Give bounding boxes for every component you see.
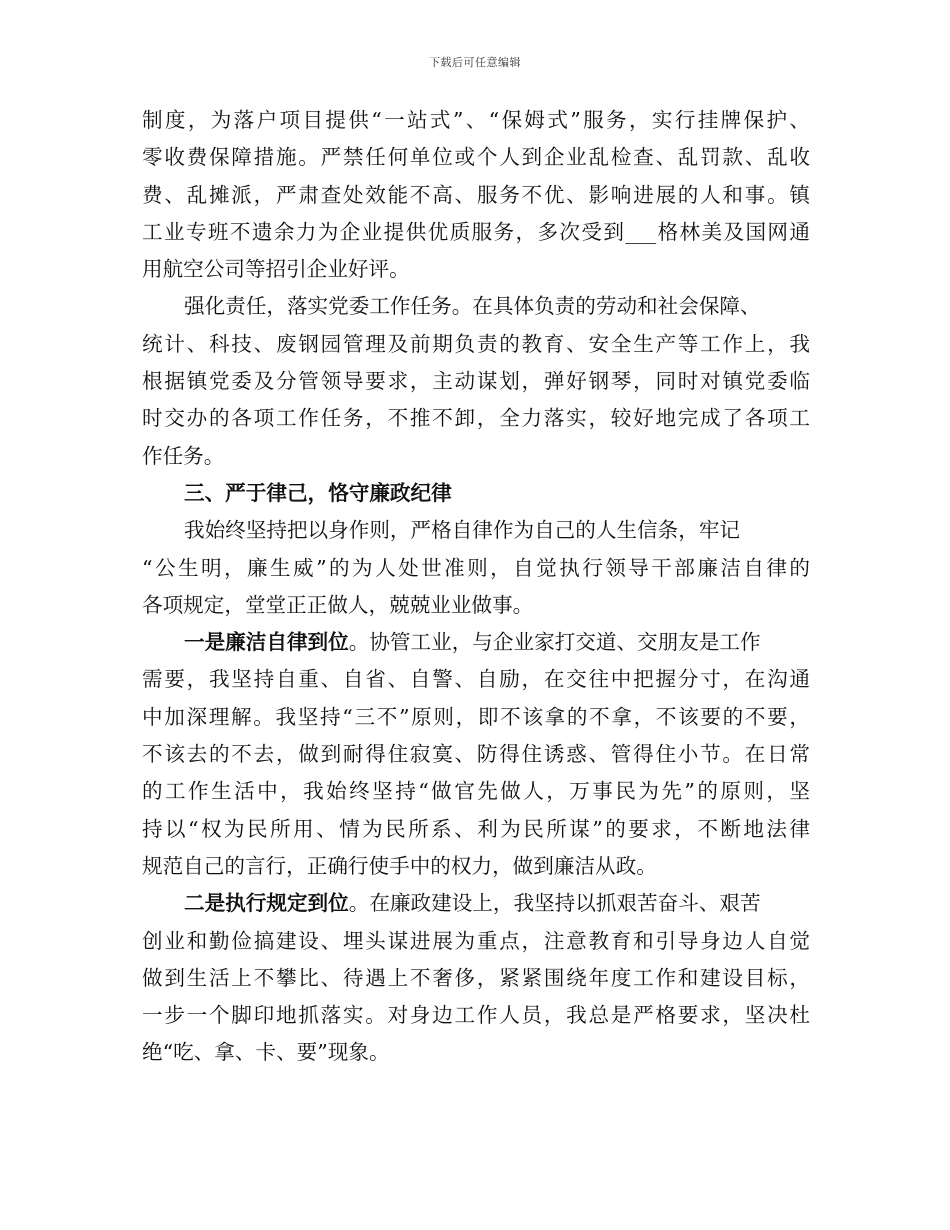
paragraph-5 bbox=[142, 885, 810, 1071]
text-line: 零收费保障措施。严禁任何单位或个人到企业乱检查、乱罚款、乱收 bbox=[142, 145, 810, 170]
paragraph-lead: 二是执行规定到位 bbox=[184, 891, 349, 916]
paragraph-lead: 一是廉洁自律到位 bbox=[184, 630, 349, 655]
text-line: 时交办的各项工作任务，不推不卸，全力落实，较好地完成了各项工 bbox=[142, 406, 810, 431]
text-line: 做到生活上不攀比、待遇上不奢侈，紧紧围绕年度工作和建设目标， bbox=[142, 965, 810, 990]
text-line: 工业专班不遗余力为企业提供优质服务，多次受到___格林美及国网通 bbox=[142, 219, 810, 244]
text-line: 各项规定，堂堂正正做人，兢兢业业做事。 bbox=[142, 592, 534, 617]
text-line: 强化责任，落实党委工作任务。在具体负责的劳动和社会保障、 bbox=[184, 294, 761, 319]
text-line: 作任务。 bbox=[142, 443, 225, 468]
text-line bbox=[142, 885, 810, 922]
text-line: 我始终坚持把以身作则，严格自律作为自己的人生信条，牢记 bbox=[184, 518, 741, 543]
section-heading: 三、严于律己，恪守廉政纪律 bbox=[184, 480, 452, 505]
text-line: 创业和勤俭搞建设、埋头谋进展为重点，注意教育和引导身边人自觉 bbox=[142, 928, 810, 953]
text-line: 规范自己的言行，正确行使手中的权力，做到廉洁从政。 bbox=[142, 853, 657, 878]
paragraph-2 bbox=[142, 288, 810, 474]
text-line: “公生明，廉生威”的为人处世准则，自觉执行领导干部廉洁自律的 bbox=[142, 555, 810, 580]
text-line: 的工作生活中，我始终坚持“做官先做人，万事民为先”的原则，坚 bbox=[142, 779, 810, 804]
text-line: 制度，为落户项目提供“一站式”、“保姆式”服务，实行挂牌保护、 bbox=[142, 108, 810, 132]
text-line: 绝“吃、拿、卡、要”现象。 bbox=[142, 1040, 390, 1065]
document-body bbox=[142, 102, 810, 1072]
text-line: 费、乱摊派，严肃查处效能不高、服务不优、影响进展的人和事。镇 bbox=[142, 182, 810, 207]
text-line: 一步一个脚印地抓落实。对身边工作人员，我总是严格要求，坚决杜 bbox=[142, 1003, 810, 1028]
paragraph-lead-rest: 。在廉政建设上，我坚持以抓艰苦奋斗、艰苦 bbox=[348, 891, 761, 916]
paragraph-1 bbox=[142, 102, 810, 288]
paragraph-4 bbox=[142, 624, 810, 885]
page-header: 下载后可任意编辑 bbox=[429, 56, 521, 69]
text-line bbox=[142, 624, 810, 661]
text-line: 用航空公司等招引企业好评。 bbox=[142, 257, 410, 282]
paragraph-lead-rest: 。协管工业，与企业家打交道、交朋友是工作 bbox=[348, 630, 761, 655]
text-line: 中加深理解。我坚持“三不”原则，即不该拿的不拿，不该要的不要， bbox=[142, 704, 810, 729]
text-line: 持以“权为民所用、情为民所系、利为民所谋”的要求，不断地法律 bbox=[142, 816, 810, 841]
text-line: 根据镇党委及分管领导要求，主动谋划，弹好钢琴，同时对镇党委临 bbox=[142, 369, 810, 394]
text-line: 不该去的不去，做到耐得住寂寞、防得住诱惑、管得住小节。在日常 bbox=[142, 742, 810, 767]
text-line: 需要，我坚持自重、自省、自警、自励，在交往中把握分寸，在沟通 bbox=[142, 667, 810, 692]
text-line: 统计、科技、废钢园管理及前期负责的教育、安全生产等工作上，我 bbox=[142, 331, 810, 356]
paragraph-3 bbox=[142, 512, 810, 624]
